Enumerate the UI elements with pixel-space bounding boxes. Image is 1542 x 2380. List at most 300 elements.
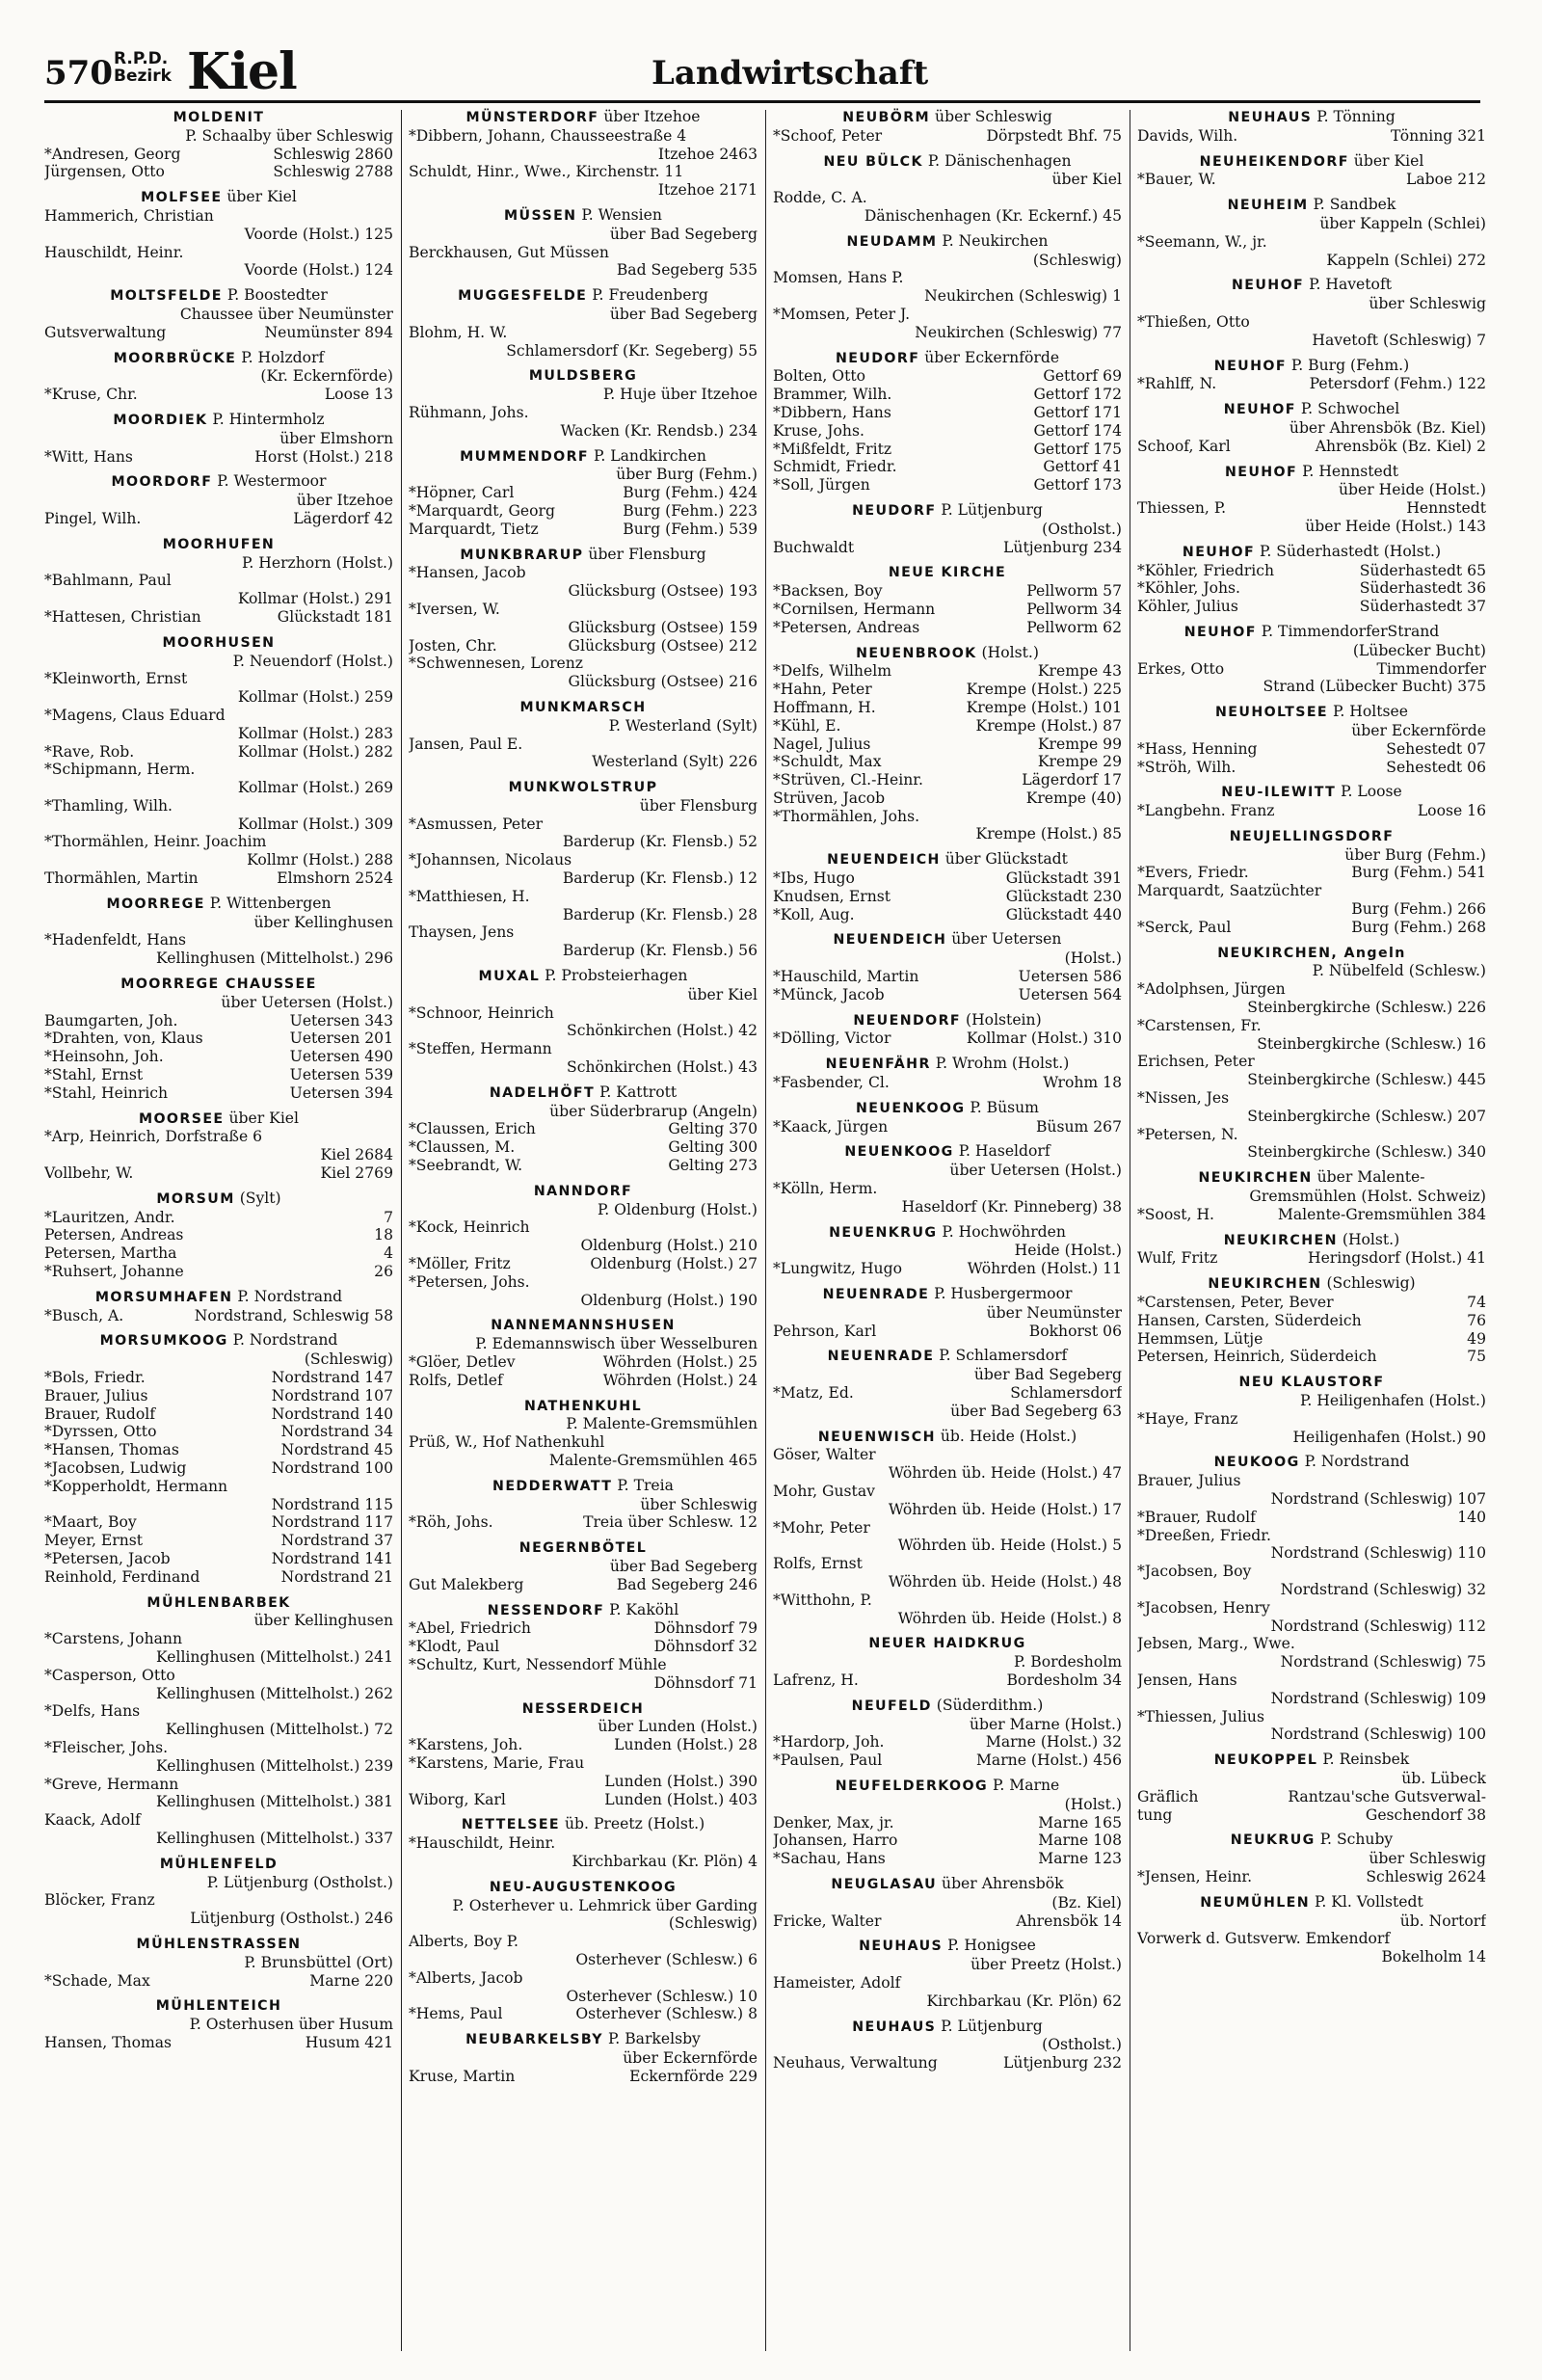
listing-row: [44, 1244, 393, 1263]
place-name: NEUKOOG: [1213, 1455, 1300, 1471]
listing-phone: Loose 16: [1417, 802, 1486, 820]
telephone-line: Lunden (Holst.) 390: [604, 1772, 758, 1790]
telephone-line: Nordstrand (Schleswig) 107: [1270, 1489, 1486, 1508]
listing-name: *Backsen, Boy: [773, 582, 883, 601]
listing-phone: Malente-Gremsmühlen 384: [1277, 1205, 1486, 1223]
directory-entry: [44, 349, 393, 404]
listing-name: *Delfs, Hans: [44, 1702, 141, 1721]
postal-route: über Süderbrarup (Angeln): [549, 1102, 758, 1120]
listing-row: [773, 1832, 1122, 1850]
place-note: (Süderdithm.): [936, 1696, 1044, 1714]
place-heading: [1137, 944, 1486, 963]
listing-name: Brauer, Julius: [1137, 1472, 1241, 1490]
postal-route: über Bad Segeberg: [609, 305, 758, 323]
listing-name: Thiessen, P.: [1137, 499, 1227, 518]
listing-name: Rodde, C. A.: [773, 189, 867, 207]
directory-entry: [409, 447, 758, 539]
place-name: NEUENKOOG: [856, 1100, 966, 1116]
listing-row: [409, 1040, 758, 1058]
listing-row: [409, 244, 758, 262]
listing-phone: Neumünster 894: [264, 323, 393, 341]
directory-entry: [773, 152, 1122, 226]
telephone-line: Steinbergkirche (Schlesw.) 16: [1257, 1034, 1486, 1053]
listing-row: [773, 422, 1122, 441]
place-note: P. Lütjenburg: [941, 500, 1043, 519]
listing-row: [409, 502, 758, 521]
place-name: NEUKRUG: [1230, 1832, 1316, 1849]
rpd-line-2: Bezirk: [114, 67, 172, 86]
place-name: NEUDORF: [852, 502, 937, 519]
place-heading: [1137, 703, 1486, 722]
listing-phone: Kiel 2769: [320, 1164, 393, 1183]
listing-phone: Timmendorfer: [1376, 659, 1486, 678]
listing-name: Denker, Max, jr.: [773, 1813, 894, 1832]
place-note: über Uetersen: [951, 930, 1062, 949]
telephone-line: Nordstrand (Schleswig) 32: [1280, 1580, 1486, 1598]
place-name: MUXAL: [478, 969, 541, 985]
listing-name: *Hems, Paul: [409, 2005, 503, 2023]
listing-name: *Kock, Heinrich: [409, 1218, 530, 1237]
place-heading: [409, 286, 758, 306]
place-name: NEUENRADE: [827, 1349, 935, 1365]
listing-row: [409, 163, 758, 181]
postal-route: üb. Lübeck: [1401, 1769, 1486, 1787]
directory-entry: [409, 108, 758, 200]
listing-name: *Höpner, Carl: [409, 484, 515, 502]
place-heading: [1137, 1373, 1486, 1392]
listing-phone: Krempe (Holst.) 87: [975, 716, 1122, 735]
column-2: [409, 108, 758, 2354]
place-name: NANNDORF: [533, 1183, 633, 1199]
place-note: P. Nordstrand: [237, 1287, 343, 1305]
place-name: NEUHAUS: [852, 2019, 937, 2035]
listing-phone: Nordstrand 147: [271, 1369, 393, 1386]
listing-row: [1137, 1053, 1486, 1071]
telephone-line: Kollmar (Holst.) 283: [237, 724, 393, 742]
postal-route: über Kellinghusen: [253, 913, 393, 931]
telephone-line: Bad Segeberg 535: [616, 261, 758, 280]
directory-entry: [773, 644, 1122, 844]
listing-name: *Adolphsen, Jürgen: [1137, 980, 1286, 999]
listing-row: [409, 404, 758, 422]
directory-entry: [1137, 1373, 1486, 1446]
listing-row: [1137, 1930, 1486, 1948]
listing-phone: Burg (Fehm.) 223: [623, 501, 758, 520]
listing-phone: Glücksburg (Ostsee) 212: [568, 636, 758, 655]
place-heading: [773, 108, 1122, 127]
listing-name: Pehrson, Karl: [773, 1322, 877, 1340]
listing-phone: Kollmar (Holst.) 282: [237, 742, 393, 761]
listing-name: Buchwaldt: [773, 538, 855, 556]
place-name: MOORHUFEN: [162, 536, 276, 552]
listing-row: [44, 833, 393, 851]
listing-phone: Lunden (Holst.) 403: [604, 1790, 758, 1808]
listing-phone: Glückstadt 440: [1005, 905, 1122, 923]
directory-entry: [1137, 463, 1486, 536]
listing-name: Gräflich: [1137, 1787, 1199, 1805]
listing-row: [1137, 864, 1486, 882]
listing-name: *Claussen, Erich: [409, 1120, 536, 1138]
listing-name: *Carstensen, Fr.: [1137, 1016, 1262, 1034]
telephone-line: Burg (Fehm.) 266: [1351, 900, 1486, 919]
listing-row: [44, 1423, 393, 1441]
directory-entry: [409, 698, 758, 771]
listing-row: [773, 1483, 1122, 1501]
telephone-line: Haseldorf (Kr. Pinneberg) 38: [901, 1197, 1122, 1216]
listing-phone: Krempe 29: [1037, 753, 1122, 771]
place-note: P. Probsteierhagen: [545, 967, 688, 985]
listing-phone: Schlamersdorf: [1010, 1384, 1122, 1402]
listing-row: [44, 1226, 393, 1244]
place-note: P. Nordstrand: [1304, 1453, 1410, 1471]
listing-row: [773, 582, 1122, 601]
directory-entry: [1137, 400, 1486, 455]
place-name: NEUENDEICH: [833, 932, 947, 949]
listing-name: *Strüven, Cl.-Heinr.: [773, 771, 923, 789]
listing-phone: Uetersen 539: [289, 1066, 393, 1084]
listing-phone: Gettorf 172: [1033, 386, 1122, 404]
telephone-line: Glücksburg (Ostsee) 216: [568, 673, 758, 691]
listing-name: Kruse, Martin: [409, 2067, 516, 2085]
listing-phone: Süderhastedt 37: [1359, 598, 1486, 616]
listing-row: [1137, 1868, 1486, 1886]
place-note: P. Kl. Vollstedt: [1315, 1892, 1423, 1911]
place-heading: [773, 1011, 1122, 1030]
place-note: P. Boostedter: [226, 286, 328, 305]
listing-row: [44, 1532, 393, 1550]
directory-entry: [44, 975, 393, 1103]
listing-row: [44, 1550, 393, 1568]
postal-route: über Kappeln (Schlei): [1319, 214, 1486, 232]
listing-name: *Schultz, Kurt, Nessendorf Mühle: [409, 1655, 667, 1673]
listing-row: [773, 1323, 1122, 1341]
listing-name: *Kopperholdt, Hermann: [44, 1477, 228, 1495]
listing-row: [773, 1912, 1122, 1931]
listing-row: [409, 923, 758, 942]
telephone-line: Itzehoe 2463: [657, 145, 758, 163]
listing-row: [409, 1218, 758, 1237]
listing-row: [44, 386, 393, 404]
postal-route: über Burg (Fehm.): [616, 466, 758, 484]
telephone-line: Wöhrden üb. Heide (Holst.) 17: [888, 1500, 1122, 1518]
listing-phone: Ahrensbök (Bz. Kiel) 2: [1315, 437, 1486, 455]
postal-route: (Kr. Eckernförde): [260, 367, 393, 386]
telephone-line: Neukirchen (Schleswig) 1: [924, 287, 1122, 306]
telephone-line: Kellinghusen (Mittelholst.) 337: [156, 1829, 393, 1847]
place-name: NEUENDORF: [853, 1012, 962, 1029]
place-heading: [1137, 543, 1486, 562]
listing-phone: Gelting 273: [668, 1157, 758, 1175]
place-name: MULDSBERG: [528, 368, 638, 385]
column-divider: [765, 110, 766, 2351]
postal-route: P. Osterhusen über Husum: [189, 2016, 393, 2034]
listing-row: [44, 324, 393, 342]
place-heading: [409, 447, 758, 467]
telephone-line: Barderup (Kr. Flensb.) 56: [562, 942, 758, 960]
listing-row: [409, 655, 758, 673]
listing-name: Göser, Walter: [773, 1446, 876, 1464]
listing-phone: Nordstrand 117: [271, 1513, 393, 1532]
place-heading: [409, 1601, 758, 1620]
directory-entry: [773, 1697, 1122, 1770]
directory-entry: [44, 286, 393, 341]
place-note: (Schleswig): [1326, 1274, 1416, 1293]
listing-name: *Asmussen, Peter: [409, 815, 544, 833]
listing-row: [773, 1555, 1122, 1573]
directory-entry: [44, 1110, 393, 1183]
telephone-line: Kiel 2684: [320, 1146, 393, 1164]
listing-name: Vollbehr, W.: [44, 1164, 134, 1183]
postal-route: über Marne (Holst.): [970, 1715, 1122, 1733]
postal-route: über Eckernförde: [623, 2048, 758, 2067]
listing-name: Erichsen, Peter: [1137, 1053, 1255, 1071]
listing-row: [773, 753, 1122, 771]
place-note: P. Schuby: [1319, 1831, 1394, 1849]
listing-row: [773, 771, 1122, 789]
listing-name: tung: [1137, 1805, 1173, 1824]
directory-entry: [1137, 703, 1486, 776]
listing-phone: Pellworm 62: [1026, 618, 1122, 636]
place-name: NEUDORF: [835, 350, 920, 366]
telephone-line: Kollmr (Holst.) 288: [247, 851, 393, 869]
directory-entry: [44, 633, 393, 888]
listing-name: *Witthohn, P.: [773, 1591, 872, 1609]
place-heading: [1137, 623, 1486, 642]
listing-name: Wulf, Fritz: [1137, 1249, 1218, 1268]
directory-entry: [1137, 196, 1486, 269]
place-name: NEUMÜHLEN: [1200, 1894, 1311, 1911]
place-note: (Sylt): [239, 1189, 281, 1207]
listing-row: [773, 306, 1122, 324]
listing-row: [773, 735, 1122, 754]
listing-name: Jürgensen, Otto: [44, 163, 165, 181]
listing-name: Gut Malekberg: [409, 1575, 524, 1593]
telephone-line: Neukirchen (Schleswig) 77: [915, 323, 1122, 341]
telephone-line: Kollmar (Holst.) 309: [237, 815, 393, 833]
telephone-line: Nordstrand (Schleswig) 100: [1270, 1725, 1486, 1744]
place-heading: [773, 152, 1122, 172]
telephone-line: Kellinghusen (Mittelholst.) 296: [156, 949, 393, 968]
column-divider: [401, 110, 402, 2351]
listing-name: Petersen, Andreas: [44, 1226, 184, 1244]
listing-row: [44, 1369, 393, 1387]
listing-name: Gutsverwaltung: [44, 323, 167, 341]
listing-name: Schuldt, Hinr., Wwe., Kirchenstr. 11: [409, 163, 684, 181]
listing-phone: 7: [384, 1208, 393, 1226]
place-name: NEUHOF: [1213, 358, 1287, 374]
listing-phone: Uetersen 564: [1018, 985, 1122, 1003]
listing-phone: Eckernförde 229: [629, 2067, 758, 2085]
listing-name: *Köhler, Johs.: [1137, 579, 1240, 598]
listing-row: [409, 484, 758, 502]
place-name: NEUBARKELSBY: [465, 2032, 603, 2048]
telephone-line: Wöhrden üb. Heide (Holst.) 5: [897, 1537, 1122, 1555]
directory-entry: [409, 546, 758, 691]
listing-row: [409, 1969, 758, 1988]
place-name: NEUENFÄHR: [825, 1056, 931, 1073]
place-heading: [773, 2018, 1122, 2037]
place-note: P. Schwochel: [1300, 400, 1400, 418]
listing-row: [44, 510, 393, 528]
place-heading: [409, 1477, 758, 1496]
listing-row: [1137, 1788, 1486, 1806]
listing-name: *Schipmann, Herm.: [44, 761, 196, 779]
listing-name: Prüß, W., Hof Nathenkuhl: [409, 1433, 605, 1452]
listing-row: [44, 1441, 393, 1459]
place-name: NEUFELD: [851, 1698, 932, 1714]
listing-name: *Bols, Friedr.: [44, 1369, 146, 1386]
listing-name: *Hauschild, Martin: [773, 968, 919, 986]
place-heading: [773, 563, 1122, 582]
listing-name: *Kleinworth, Ernst: [44, 670, 188, 688]
listing-row: [1137, 1509, 1486, 1527]
listing-name: Hoffmann, H.: [773, 698, 876, 716]
listing-row: [44, 244, 393, 262]
place-name: NEU-AUGUSTENKOOG: [489, 1879, 678, 1895]
listing-row: [773, 888, 1122, 906]
listing-name: Rühmann, Johs.: [409, 403, 529, 421]
directory-entry: [1137, 1168, 1486, 1223]
place-name: NEUHOF: [1183, 624, 1257, 640]
listing-row: [773, 681, 1122, 699]
listing-row: [409, 1834, 758, 1853]
postal-route: über Kiel: [1051, 171, 1122, 189]
place-note: P. Honigsee: [947, 1937, 1036, 1955]
listing-name: Petersen, Martha: [44, 1244, 177, 1263]
listing-row: [44, 1164, 393, 1183]
listing-row: [773, 476, 1122, 495]
listing-phone: Lägerdorf 42: [293, 509, 393, 527]
telephone-line: Kellinghusen (Mittelholst.) 72: [165, 1721, 393, 1739]
listing-phone: Uetersen 490: [289, 1048, 393, 1066]
telephone-line: Kollmar (Holst.) 259: [237, 688, 393, 707]
listing-phone: 140: [1457, 1508, 1486, 1526]
listing-row: [1137, 562, 1486, 580]
place-name: MUNKMARSCH: [519, 699, 647, 715]
listing-row: [409, 851, 758, 869]
listing-name: *Lungwitz, Hugo: [773, 1260, 902, 1278]
directory-entry: [44, 895, 393, 968]
telephone-line: über Heide (Holst.) 143: [1305, 517, 1486, 535]
listing-row: [773, 1260, 1122, 1278]
listing-row: [773, 906, 1122, 924]
listing-row: [409, 816, 758, 834]
column-4: [1137, 108, 1486, 2354]
place-name: MOORREGE CHAUSSEE: [120, 976, 317, 993]
place-name: MOORSEE: [138, 1110, 225, 1127]
listing-row: [1137, 598, 1486, 616]
listing-row: [409, 324, 758, 342]
place-heading: [773, 1142, 1122, 1162]
directory-entry: [409, 2030, 758, 2085]
listing-row: [409, 1656, 758, 1674]
listing-name: *Rave, Rob.: [44, 742, 135, 761]
listing-name: *Ruhsert, Johanne: [44, 1263, 184, 1281]
listing-row: [44, 608, 393, 627]
listing-row: [409, 1513, 758, 1532]
listing-row: [1137, 740, 1486, 759]
listing-name: Hammerich, Christian: [44, 206, 214, 225]
place-name: MÜSSEN: [504, 207, 577, 224]
place-heading: [44, 188, 393, 207]
listing-row: [409, 521, 758, 539]
postal-route: P. Westerland (Sylt): [608, 716, 758, 735]
listing-phone: Ahrensbök 14: [1016, 1912, 1122, 1930]
listing-phone: Krempe (Holst.) 225: [966, 681, 1122, 699]
listing-phone: 75: [1467, 1348, 1486, 1366]
directory-entry: [44, 535, 393, 627]
telephone-line: Havetoft (Schleswig) 7: [1312, 331, 1486, 349]
listing-phone: Glückstadt 391: [1005, 869, 1122, 888]
listing-row: [1137, 438, 1486, 456]
postal-route: über Schleswig: [1369, 295, 1486, 313]
listing-phone: 49: [1467, 1329, 1486, 1348]
listing-row: [1137, 1330, 1486, 1349]
listing-row: [409, 637, 758, 655]
listing-name: Mohr, Gustav: [773, 1482, 875, 1500]
place-heading: [1137, 1274, 1486, 1294]
listing-name: Lafrenz, H.: [773, 1671, 859, 1689]
listing-name: *Alberts, Jacob: [409, 1968, 523, 1987]
listing-name: Marquardt, Tietz: [409, 520, 539, 538]
postal-route: P. Heiligenhafen (Holst.): [1300, 1392, 1486, 1409]
listing-phone: Marne 165: [1038, 1813, 1122, 1832]
listing-row: [44, 1513, 393, 1532]
listing-name: Thaysen, Jens: [409, 923, 515, 942]
listing-name: Hemmsen, Lütje: [1137, 1329, 1263, 1348]
listing-row: [1137, 759, 1486, 777]
listing-name: *Kaack, Jürgen: [773, 1117, 889, 1136]
listing-row: [44, 1776, 393, 1794]
listing-phone: Marne (Holst.) 32: [985, 1733, 1122, 1752]
place-name: NEUHAUS: [859, 1939, 944, 1955]
listing-name: *Marquardt, Georg: [409, 501, 555, 520]
listing-row: [44, 761, 393, 779]
postal-route: P. Herzhorn (Holst.): [242, 553, 393, 572]
place-heading: [409, 1538, 758, 1558]
listing-phone: Nordstrand, Schleswig 58: [194, 1306, 393, 1324]
postal-route: über Kiel: [687, 985, 758, 1003]
listing-name: *Röh, Johs.: [409, 1513, 493, 1532]
page-header: [44, 39, 1480, 106]
place-heading: [44, 535, 393, 554]
listing-row: [1137, 233, 1486, 252]
postal-route: über Eckernförde: [1351, 721, 1486, 739]
place-note: P. Sandbek: [1313, 196, 1396, 214]
listing-row: [773, 1974, 1122, 1992]
place-heading: [773, 1777, 1122, 1796]
listing-name: Rolfs, Detlef: [409, 1371, 503, 1389]
directory-entry: [1137, 108, 1486, 146]
place-name: MORSUM: [156, 1190, 235, 1207]
listing-name: Marquardt, Saatzüchter: [1137, 882, 1322, 900]
listing-name: *Hardorp, Joh.: [773, 1733, 885, 1752]
place-heading: [409, 1083, 758, 1103]
listing-name: *Andresen, Georg: [44, 145, 181, 163]
place-note: P. Tönning: [1316, 108, 1396, 125]
place-name: NEUENDEICH: [827, 852, 941, 869]
listing-name: *Hansen, Jacob: [409, 564, 526, 582]
place-heading: [773, 930, 1122, 949]
directory-entry: [409, 286, 758, 360]
place-note: P. Büsum: [970, 1098, 1039, 1116]
postal-route: über Bad Segeberg: [609, 1557, 758, 1575]
listing-phone: Wrohm 18: [1043, 1074, 1122, 1092]
directory-entry: [409, 1316, 758, 1389]
listing-phone: Osterhever (Schlesw.) 8: [575, 2005, 758, 2023]
listing-phone: Gettorf 41: [1043, 458, 1122, 476]
section-title: Landwirtschaft: [651, 54, 929, 93]
